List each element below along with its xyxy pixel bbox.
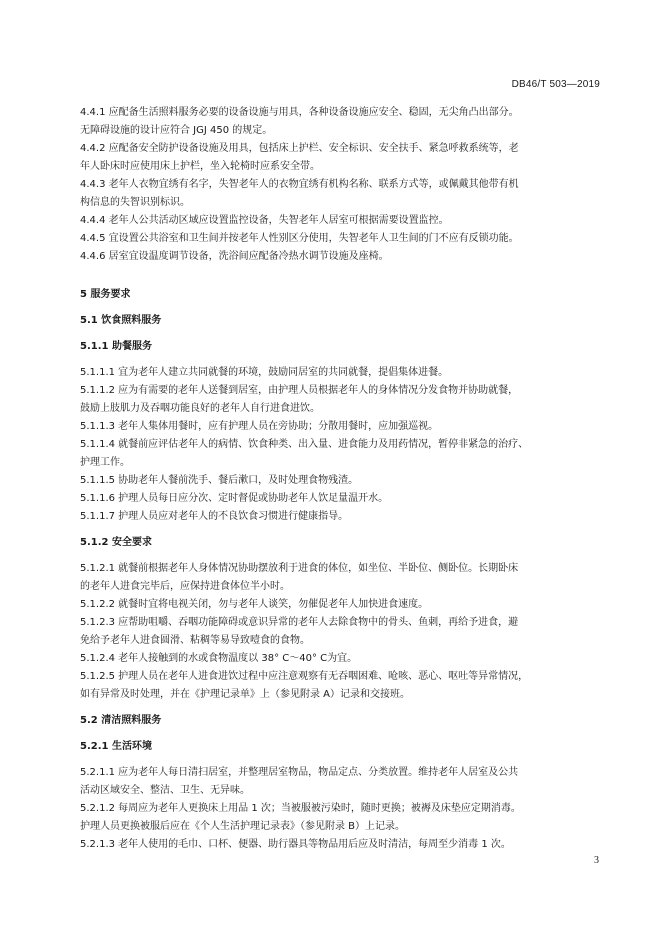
text-line: 如有异常及时处理，并在《护理记录单》上（参见附录 A）记录和交接班。 — [80, 689, 411, 700]
text-line: 4.4.4 老年人公共活动区域应设置监控设备，失智老年人居室可根据需要设置监控。 — [80, 215, 449, 226]
spacer — [80, 356, 600, 364]
text-line: 5.1.1.5 协助老年人餐前洗手、餐后漱口，及时处理食物残渣。 — [80, 475, 359, 486]
text-line: 5.1.2.1 就餐前根据老年人身体情况协助摆放利于进食的体位，如坐位、半卧位、侧卧位。长期卧床 — [80, 563, 519, 574]
text-line: 构信息的失智识别标识。 — [80, 197, 190, 208]
section-heading: 5.2 清洁照料服务 — [80, 715, 162, 726]
spacer — [80, 304, 600, 312]
spacer — [80, 278, 600, 286]
text-line: 鼓励上肢肌力及吞咽功能良好的老年人自行进食进饮。 — [80, 403, 320, 414]
spacer — [80, 330, 600, 338]
text-line: 5.2.1.3 老年人使用的毛巾、口杯、便器、助行器具等物品用后应及时清洁，每周至少消毒 1 次。 — [80, 839, 511, 850]
text-line: 5.1.1.2 应为有需要的老年人送餐到居室，由护理人员根据老年人的身体情况分发食物并协助就餐， — [80, 385, 519, 396]
document-body — [80, 104, 600, 854]
section-heading: 5.1.1 助餐服务 — [80, 341, 152, 352]
text-line: 护理人员更换被服后应在《个人生活护理记录表》（参见附录 B）上记录。 — [80, 821, 406, 832]
text-line: 护理工作。 — [80, 457, 130, 468]
text-line: 5.1.2.5 护理人员在老年人进食进饮过程中应注意观察有无吞咽困难、呛咳、恶心、呕吐等异常情况， — [80, 671, 529, 682]
spacer — [80, 552, 600, 560]
text-line: 5.1.1.7 护理人员应对老年人的不良饮食习惯进行健康指导。 — [80, 511, 349, 522]
text-line: 5.1.1.6 护理人员每日应分次、定时督促或协助老年人饮足量温开水。 — [80, 493, 389, 504]
text-line: 5.1.1.1 宜为老年人建立共同就餐的环境，鼓励同居室的共同就餐，提倡集体进餐。 — [80, 367, 449, 378]
text-line: 5.1.1.4 就餐前应评估老年人的病情、饮食种类、出入量、进食能力及用药情况，暂停非紧急的治疗、 — [80, 439, 529, 450]
spacer — [80, 526, 600, 534]
text-line: 年人卧床时应使用床上护栏，坐入轮椅时应系安全带。 — [80, 161, 320, 172]
spacer — [80, 704, 600, 712]
text-line: 5.1.2.3 应帮助咀嚼、吞咽功能障碍或意识异常的老年人去除食物中的骨头、鱼刺，再给予进食，避 — [80, 617, 519, 628]
text-line: 5.2.1.2 每周应为老年人更换床上用品 1 次；当被服被污染时，随时更换；被褥及床垫应定期消毒。 — [80, 803, 521, 814]
text-line: 无障碍设施的设计应符合 JGJ 450 的规定。 — [80, 125, 273, 136]
spacer — [80, 730, 600, 738]
text-line: 5.2.1.1 应为老年人每日清扫居室，并整理居室物品，物品定点、分类放置。维持老年人居室及公共 — [80, 767, 519, 778]
text-line: 5.1.1.3 老年人集体用餐时，应有护理人员在旁协助；分散用餐时，应加强巡视。 — [80, 421, 439, 432]
text-line: 4.4.6 居室宜设温度调节设备，洗浴间应配备冷热水调节设施及座椅。 — [80, 251, 389, 262]
spacer — [80, 756, 600, 764]
text-line: 4.4.3 老年人衣物宜绣有名字，失智老年人的衣物宜绣有机构名称、联系方式等，或佩戴其他带有机 — [80, 179, 519, 190]
text-line: 的老年人进食完毕后，应保持进食体位半小时。 — [80, 581, 290, 592]
text-line: 活动区域安全、整洁、卫生、无异味。 — [80, 785, 250, 796]
text-line: 免给予老年人进食圆滑、粘稠等易导致噎食的食物。 — [80, 635, 310, 646]
standard-code-header: DB46/T 503—2019 — [511, 79, 600, 90]
spacer — [80, 266, 600, 278]
section-heading: 5.1 饮食照料服务 — [80, 315, 162, 326]
page-number: 3 — [594, 855, 599, 866]
section-heading: 5.2.1 生活环境 — [80, 741, 152, 752]
text-line: 4.4.5 宜设置公共浴室和卫生间并按老年人性别区分使用，失智老年人卫生间的门不应有反锁功能。 — [80, 233, 519, 244]
text-line: 5.1.2.2 就餐时宜将电视关闭，勿与老年人谈笑，勿催促老年人加快进食速度。 — [80, 599, 429, 610]
text-line: 4.4.1 应配备生活照料服务必要的设备设施与用具，各种设备设施应安全、稳固，无尖角凸出部分。 — [80, 107, 519, 118]
text-line: 5.1.2.4 老年人接触到的水或食物温度以 38° C～40° C为宜。 — [80, 653, 358, 664]
text-line: 4.4.2 应配备安全防护设备设施及用具，包括床上护栏、安全标识、安全扶手、紧急呼救系统等，老 — [80, 143, 519, 154]
section-heading: 5 服务要求 — [80, 289, 131, 300]
section-heading: 5.1.2 安全要求 — [80, 537, 152, 548]
